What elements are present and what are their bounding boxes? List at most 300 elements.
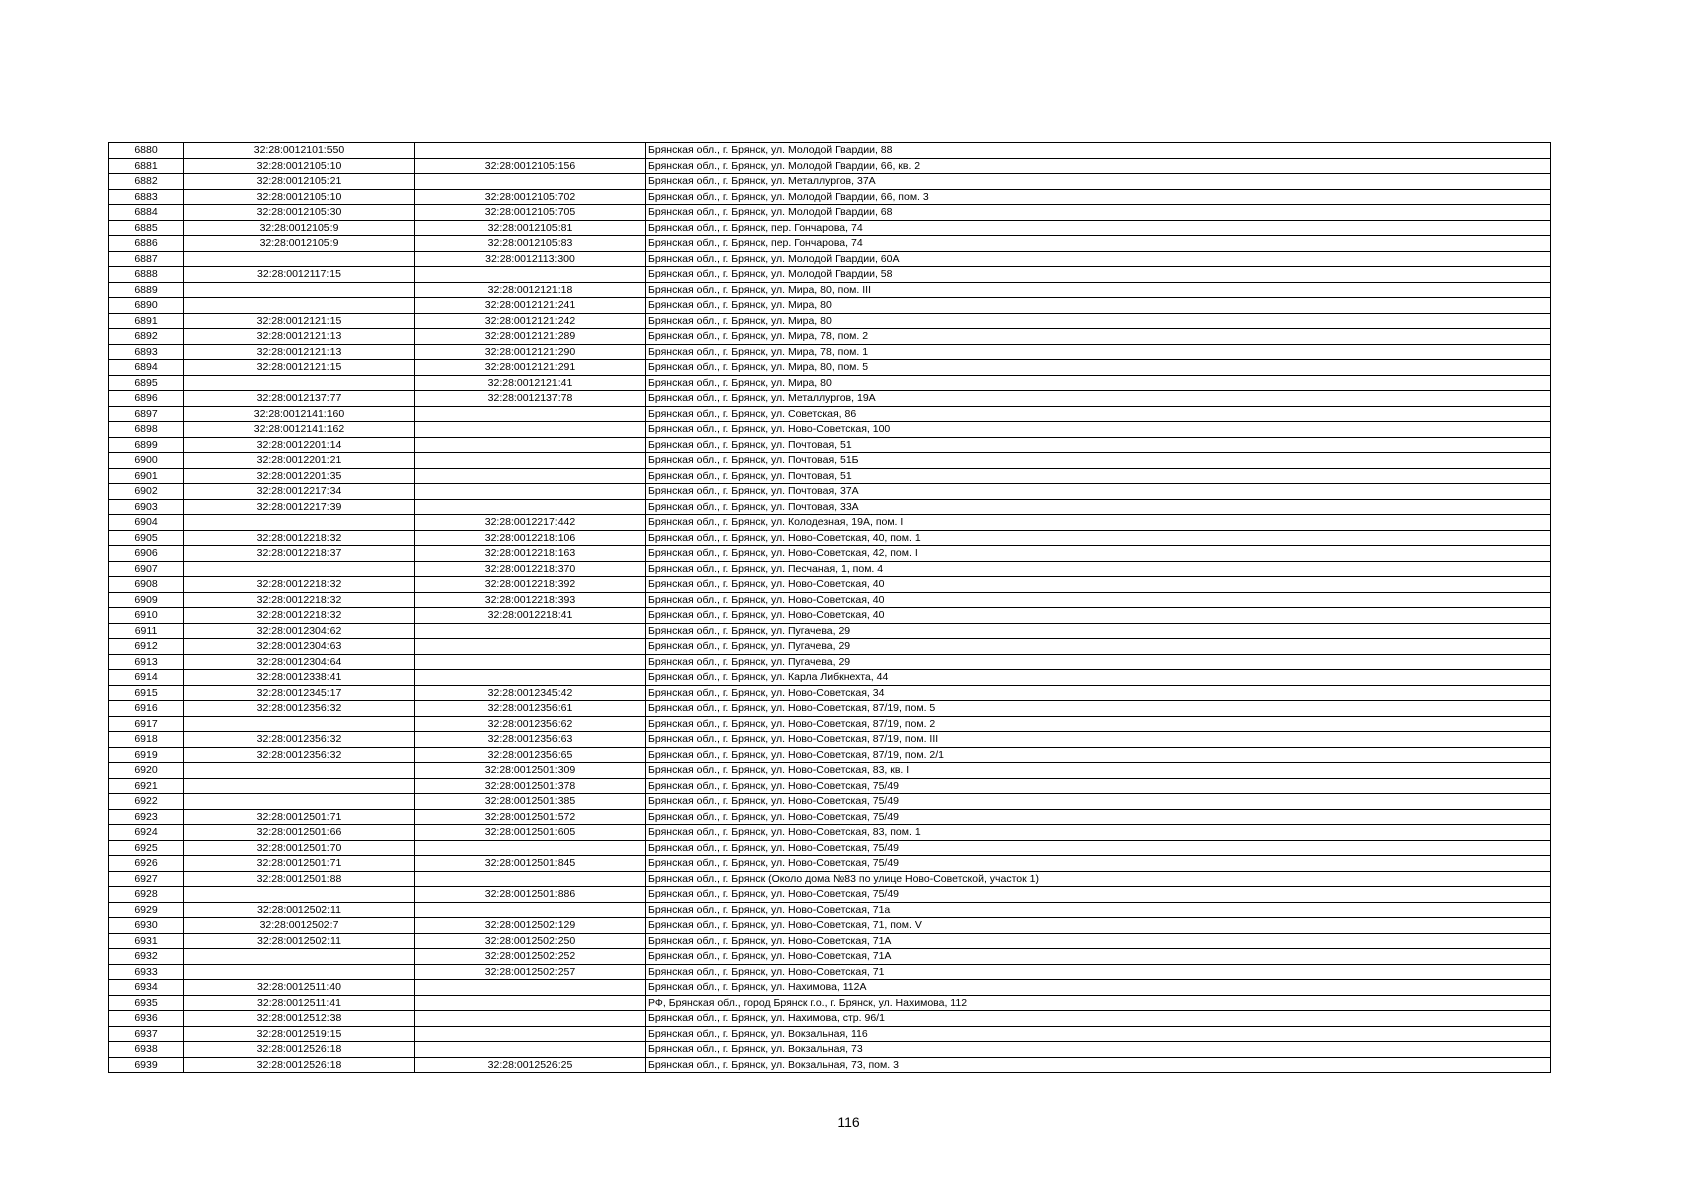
row-number-cell: 6929 bbox=[109, 902, 184, 918]
table-row bbox=[109, 530, 1551, 546]
building-cadastral-number-cell bbox=[415, 995, 646, 1011]
building-cadastral-number-cell: 32:28:0012501:845 bbox=[415, 856, 646, 872]
address-cell: Брянская обл., г. Брянск, ул. Ново-Советская, 100 bbox=[646, 422, 1551, 438]
row-number-cell: 6904 bbox=[109, 515, 184, 531]
building-cadastral-number-cell bbox=[415, 484, 646, 500]
table-row bbox=[109, 546, 1551, 562]
building-cadastral-number-cell bbox=[415, 453, 646, 469]
land-cadastral-number-cell: 32:28:0012105:9 bbox=[184, 236, 415, 252]
address-cell: Брянская обл., г. Брянск, ул. Почтовая, 37А bbox=[646, 484, 1551, 500]
building-cadastral-number-cell: 32:28:0012501:309 bbox=[415, 763, 646, 779]
row-number-cell: 6934 bbox=[109, 980, 184, 996]
address-cell: Брянская обл., г. Брянск, ул. Ново-Советская, 87/19, пом. 5 bbox=[646, 701, 1551, 717]
address-cell: Брянская обл., г. Брянск, ул. Ново-Советская, 71 bbox=[646, 964, 1551, 980]
row-number-cell: 6921 bbox=[109, 778, 184, 794]
land-cadastral-number-cell: 32:28:0012105:10 bbox=[184, 189, 415, 205]
table-row bbox=[109, 484, 1551, 500]
building-cadastral-number-cell: 32:28:0012501:605 bbox=[415, 825, 646, 841]
land-cadastral-number-cell: 32:28:0012121:13 bbox=[184, 344, 415, 360]
row-number-cell: 6939 bbox=[109, 1057, 184, 1073]
row-number-cell: 6901 bbox=[109, 468, 184, 484]
address-cell: Брянская обл., г. Брянск, ул. Молодой Гвардии, 68 bbox=[646, 205, 1551, 221]
land-cadastral-number-cell bbox=[184, 964, 415, 980]
land-cadastral-number-cell: 32:28:0012105:21 bbox=[184, 174, 415, 190]
address-cell: Брянская обл., г. Брянск, ул. Вокзальная, 73 bbox=[646, 1042, 1551, 1058]
address-cell: Брянская обл., г. Брянск, ул. Ново-Советская, 71, пом. V bbox=[646, 918, 1551, 934]
table-row bbox=[109, 592, 1551, 608]
land-cadastral-number-cell: 32:28:0012218:37 bbox=[184, 546, 415, 562]
building-cadastral-number-cell: 32:28:0012218:163 bbox=[415, 546, 646, 562]
address-cell: Брянская обл., г. Брянск, ул. Почтовая, 51 bbox=[646, 437, 1551, 453]
building-cadastral-number-cell bbox=[415, 871, 646, 887]
building-cadastral-number-cell: 32:28:0012218:106 bbox=[415, 530, 646, 546]
address-cell: Брянская обл., г. Брянск, ул. Ново-Советская, 87/19, пом. 2/1 bbox=[646, 747, 1551, 763]
row-number-cell: 6928 bbox=[109, 887, 184, 903]
row-number-cell: 6883 bbox=[109, 189, 184, 205]
row-number-cell: 6910 bbox=[109, 608, 184, 624]
row-number-cell: 6884 bbox=[109, 205, 184, 221]
land-cadastral-number-cell: 32:28:0012338:41 bbox=[184, 670, 415, 686]
land-cadastral-number-cell: 32:28:0012141:160 bbox=[184, 406, 415, 422]
row-number-cell: 6908 bbox=[109, 577, 184, 593]
land-cadastral-number-cell: 32:28:0012501:66 bbox=[184, 825, 415, 841]
address-cell: Брянская обл., г. Брянск, ул. Мира, 78, пом. 2 bbox=[646, 329, 1551, 345]
building-cadastral-number-cell bbox=[415, 1011, 646, 1027]
building-cadastral-number-cell: 32:28:0012356:62 bbox=[415, 716, 646, 732]
row-number-cell: 6930 bbox=[109, 918, 184, 934]
row-number-cell: 6924 bbox=[109, 825, 184, 841]
land-cadastral-number-cell: 32:28:0012304:63 bbox=[184, 639, 415, 655]
table-row bbox=[109, 933, 1551, 949]
land-cadastral-number-cell bbox=[184, 794, 415, 810]
row-number-cell: 6914 bbox=[109, 670, 184, 686]
building-cadastral-number-cell: 32:28:0012121:242 bbox=[415, 313, 646, 329]
land-cadastral-number-cell bbox=[184, 561, 415, 577]
table-row bbox=[109, 623, 1551, 639]
row-number-cell: 6892 bbox=[109, 329, 184, 345]
land-cadastral-number-cell: 32:28:0012526:18 bbox=[184, 1057, 415, 1073]
address-cell: Брянская обл., г. Брянск (Около дома №83 по улице Ново-Советской, участок 1) bbox=[646, 871, 1551, 887]
table-row bbox=[109, 468, 1551, 484]
address-cell: Брянская обл., г. Брянск, ул. Мира, 78, пом. 1 bbox=[646, 344, 1551, 360]
land-cadastral-number-cell: 32:28:0012502:7 bbox=[184, 918, 415, 934]
building-cadastral-number-cell: 32:28:0012121:289 bbox=[415, 329, 646, 345]
row-number-cell: 6906 bbox=[109, 546, 184, 562]
land-cadastral-number-cell: 32:28:0012501:70 bbox=[184, 840, 415, 856]
address-cell: Брянская обл., г. Брянск, ул. Вокзальная, 116 bbox=[646, 1026, 1551, 1042]
row-number-cell: 6919 bbox=[109, 747, 184, 763]
row-number-cell: 6923 bbox=[109, 809, 184, 825]
land-cadastral-number-cell: 32:28:0012304:62 bbox=[184, 623, 415, 639]
address-cell: Брянская обл., г. Брянск, ул. Ново-Советская, 42, пом. I bbox=[646, 546, 1551, 562]
table-row bbox=[109, 158, 1551, 174]
address-cell: РФ, Брянская обл., город Брянск г.о., г. Брянск, ул. Нахимова, 112 bbox=[646, 995, 1551, 1011]
row-number-cell: 6902 bbox=[109, 484, 184, 500]
land-cadastral-number-cell: 32:28:0012501:71 bbox=[184, 856, 415, 872]
address-cell: Брянская обл., г. Брянск, ул. Пугачева, 29 bbox=[646, 623, 1551, 639]
table-row bbox=[109, 871, 1551, 887]
row-number-cell: 6905 bbox=[109, 530, 184, 546]
land-cadastral-number-cell: 32:28:0012502:11 bbox=[184, 933, 415, 949]
building-cadastral-number-cell: 32:28:0012218:392 bbox=[415, 577, 646, 593]
building-cadastral-number-cell bbox=[415, 1042, 646, 1058]
row-number-cell: 6918 bbox=[109, 732, 184, 748]
land-cadastral-number-cell: 32:28:0012201:35 bbox=[184, 468, 415, 484]
land-cadastral-number-cell: 32:28:0012201:14 bbox=[184, 437, 415, 453]
address-cell: Брянская обл., г. Брянск, ул. Ново-Советская, 40 bbox=[646, 608, 1551, 624]
address-cell: Брянская обл., г. Брянск, ул. Мира, 80 bbox=[646, 375, 1551, 391]
land-cadastral-number-cell: 32:28:0012201:21 bbox=[184, 453, 415, 469]
building-cadastral-number-cell: 32:28:0012356:63 bbox=[415, 732, 646, 748]
building-cadastral-number-cell: 32:28:0012121:41 bbox=[415, 375, 646, 391]
address-cell: Брянская обл., г. Брянск, ул. Песчаная, 1, пом. 4 bbox=[646, 561, 1551, 577]
table-row bbox=[109, 887, 1551, 903]
land-cadastral-number-cell: 32:28:0012345:17 bbox=[184, 685, 415, 701]
table-row bbox=[109, 825, 1551, 841]
address-cell: Брянская обл., г. Брянск, пер. Гончарова, 74 bbox=[646, 220, 1551, 236]
building-cadastral-number-cell bbox=[415, 143, 646, 159]
table-row bbox=[109, 577, 1551, 593]
building-cadastral-number-cell: 32:28:0012502:129 bbox=[415, 918, 646, 934]
land-cadastral-number-cell: 32:28:0012218:32 bbox=[184, 530, 415, 546]
row-number-cell: 6889 bbox=[109, 282, 184, 298]
row-number-cell: 6907 bbox=[109, 561, 184, 577]
building-cadastral-number-cell: 32:28:0012121:290 bbox=[415, 344, 646, 360]
building-cadastral-number-cell: 32:28:0012356:65 bbox=[415, 747, 646, 763]
building-cadastral-number-cell bbox=[415, 840, 646, 856]
row-number-cell: 6893 bbox=[109, 344, 184, 360]
building-cadastral-number-cell: 32:28:0012121:18 bbox=[415, 282, 646, 298]
table-row bbox=[109, 499, 1551, 515]
table-row bbox=[109, 236, 1551, 252]
land-cadastral-number-cell: 32:28:0012218:32 bbox=[184, 592, 415, 608]
row-number-cell: 6882 bbox=[109, 174, 184, 190]
land-cadastral-number-cell: 32:28:0012356:32 bbox=[184, 701, 415, 717]
registry-table bbox=[108, 142, 1551, 1073]
page-number: 116 bbox=[837, 1114, 860, 1130]
building-cadastral-number-cell: 32:28:0012105:705 bbox=[415, 205, 646, 221]
building-cadastral-number-cell: 32:28:0012345:42 bbox=[415, 685, 646, 701]
building-cadastral-number-cell: 32:28:0012105:83 bbox=[415, 236, 646, 252]
land-cadastral-number-cell: 32:28:0012117:15 bbox=[184, 267, 415, 283]
address-cell: Брянская обл., г. Брянск, ул. Ново-Советская, 83, кв. I bbox=[646, 763, 1551, 779]
table-row bbox=[109, 437, 1551, 453]
row-number-cell: 6888 bbox=[109, 267, 184, 283]
land-cadastral-number-cell: 32:28:0012105:10 bbox=[184, 158, 415, 174]
address-cell: Брянская обл., г. Брянск, ул. Нахимова, 112А bbox=[646, 980, 1551, 996]
land-cadastral-number-cell bbox=[184, 298, 415, 314]
land-cadastral-number-cell bbox=[184, 375, 415, 391]
table-row bbox=[109, 654, 1551, 670]
row-number-cell: 6920 bbox=[109, 763, 184, 779]
row-number-cell: 6932 bbox=[109, 949, 184, 965]
table-row bbox=[109, 391, 1551, 407]
building-cadastral-number-cell bbox=[415, 639, 646, 655]
building-cadastral-number-cell: 32:28:0012502:250 bbox=[415, 933, 646, 949]
table-row bbox=[109, 856, 1551, 872]
row-number-cell: 6885 bbox=[109, 220, 184, 236]
table-row bbox=[109, 561, 1551, 577]
address-cell: Брянская обл., г. Брянск, ул. Ново-Советская, 40 bbox=[646, 577, 1551, 593]
address-cell: Брянская обл., г. Брянск, ул. Мира, 80, пом. III bbox=[646, 282, 1551, 298]
land-cadastral-number-cell: 32:28:0012105:9 bbox=[184, 220, 415, 236]
table-row bbox=[109, 453, 1551, 469]
land-cadastral-number-cell bbox=[184, 778, 415, 794]
land-cadastral-number-cell: 32:28:0012502:11 bbox=[184, 902, 415, 918]
address-cell: Брянская обл., г. Брянск, ул. Ново-Советская, 75/49 bbox=[646, 794, 1551, 810]
land-cadastral-number-cell: 32:28:0012511:40 bbox=[184, 980, 415, 996]
address-cell: Брянская обл., г. Брянск, ул. Ново-Советская, 40, пом. 1 bbox=[646, 530, 1551, 546]
row-number-cell: 6895 bbox=[109, 375, 184, 391]
row-number-cell: 6916 bbox=[109, 701, 184, 717]
building-cadastral-number-cell bbox=[415, 499, 646, 515]
land-cadastral-number-cell: 32:28:0012218:32 bbox=[184, 577, 415, 593]
table-row bbox=[109, 298, 1551, 314]
row-number-cell: 6899 bbox=[109, 437, 184, 453]
row-number-cell: 6913 bbox=[109, 654, 184, 670]
building-cadastral-number-cell: 32:28:0012105:156 bbox=[415, 158, 646, 174]
building-cadastral-number-cell: 32:28:0012501:572 bbox=[415, 809, 646, 825]
land-cadastral-number-cell bbox=[184, 282, 415, 298]
building-cadastral-number-cell: 32:28:0012218:370 bbox=[415, 561, 646, 577]
address-cell: Брянская обл., г. Брянск, ул. Ново-Советская, 83, пом. 1 bbox=[646, 825, 1551, 841]
row-number-cell: 6917 bbox=[109, 716, 184, 732]
address-cell: Брянская обл., г. Брянск, пер. Гончарова, 74 bbox=[646, 236, 1551, 252]
building-cadastral-number-cell bbox=[415, 902, 646, 918]
row-number-cell: 6881 bbox=[109, 158, 184, 174]
building-cadastral-number-cell: 32:28:0012121:291 bbox=[415, 360, 646, 376]
table-row bbox=[109, 515, 1551, 531]
registry-table-body bbox=[109, 143, 1551, 1073]
building-cadastral-number-cell: 32:28:0012218:41 bbox=[415, 608, 646, 624]
address-cell: Брянская обл., г. Брянск, ул. Ново-Советская, 71А bbox=[646, 949, 1551, 965]
land-cadastral-number-cell: 32:28:0012511:41 bbox=[184, 995, 415, 1011]
row-number-cell: 6912 bbox=[109, 639, 184, 655]
row-number-cell: 6890 bbox=[109, 298, 184, 314]
row-number-cell: 6900 bbox=[109, 453, 184, 469]
table-row bbox=[109, 995, 1551, 1011]
land-cadastral-number-cell bbox=[184, 763, 415, 779]
land-cadastral-number-cell: 32:28:0012218:32 bbox=[184, 608, 415, 624]
table-row bbox=[109, 251, 1551, 267]
land-cadastral-number-cell bbox=[184, 887, 415, 903]
address-cell: Брянская обл., г. Брянск, ул. Ново-Советская, 87/19, пом. III bbox=[646, 732, 1551, 748]
table-row bbox=[109, 732, 1551, 748]
building-cadastral-number-cell bbox=[415, 1026, 646, 1042]
table-row bbox=[109, 375, 1551, 391]
table-row bbox=[109, 143, 1551, 159]
building-cadastral-number-cell: 32:28:0012501:886 bbox=[415, 887, 646, 903]
address-cell: Брянская обл., г. Брянск, ул. Металлургов, 19А bbox=[646, 391, 1551, 407]
row-number-cell: 6935 bbox=[109, 995, 184, 1011]
table-row bbox=[109, 282, 1551, 298]
land-cadastral-number-cell: 32:28:0012501:88 bbox=[184, 871, 415, 887]
table-row bbox=[109, 763, 1551, 779]
table-row bbox=[109, 1057, 1551, 1073]
table-row bbox=[109, 778, 1551, 794]
table-row bbox=[109, 360, 1551, 376]
row-number-cell: 6911 bbox=[109, 623, 184, 639]
row-number-cell: 6927 bbox=[109, 871, 184, 887]
address-cell: Брянская обл., г. Брянск, ул. Пугачева, 29 bbox=[646, 639, 1551, 655]
table-row bbox=[109, 189, 1551, 205]
land-cadastral-number-cell: 32:28:0012217:39 bbox=[184, 499, 415, 515]
address-cell: Брянская обл., г. Брянск, ул. Почтовая, 51 bbox=[646, 468, 1551, 484]
table-row bbox=[109, 1011, 1551, 1027]
building-cadastral-number-cell bbox=[415, 406, 646, 422]
land-cadastral-number-cell: 32:28:0012101:550 bbox=[184, 143, 415, 159]
building-cadastral-number-cell: 32:28:0012137:78 bbox=[415, 391, 646, 407]
land-cadastral-number-cell: 32:28:0012501:71 bbox=[184, 809, 415, 825]
table-row bbox=[109, 174, 1551, 190]
land-cadastral-number-cell bbox=[184, 716, 415, 732]
address-cell: Брянская обл., г. Брянск, ул. Ново-Советская, 75/49 bbox=[646, 840, 1551, 856]
building-cadastral-number-cell: 32:28:0012105:702 bbox=[415, 189, 646, 205]
row-number-cell: 6933 bbox=[109, 964, 184, 980]
address-cell: Брянская обл., г. Брянск, ул. Молодой Гвардии, 66, кв. 2 bbox=[646, 158, 1551, 174]
building-cadastral-number-cell bbox=[415, 980, 646, 996]
address-cell: Брянская обл., г. Брянск, ул. Молодой Гвардии, 60А bbox=[646, 251, 1551, 267]
table-row bbox=[109, 267, 1551, 283]
table-row bbox=[109, 639, 1551, 655]
building-cadastral-number-cell: 32:28:0012501:385 bbox=[415, 794, 646, 810]
address-cell: Брянская обл., г. Брянск, ул. Ново-Советская, 75/49 bbox=[646, 887, 1551, 903]
land-cadastral-number-cell: 32:28:0012519:15 bbox=[184, 1026, 415, 1042]
building-cadastral-number-cell: 32:28:0012502:252 bbox=[415, 949, 646, 965]
table-row bbox=[109, 406, 1551, 422]
building-cadastral-number-cell bbox=[415, 670, 646, 686]
table-row bbox=[109, 701, 1551, 717]
land-cadastral-number-cell: 32:28:0012137:77 bbox=[184, 391, 415, 407]
address-cell: Брянская обл., г. Брянск, ул. Металлургов, 37А bbox=[646, 174, 1551, 190]
address-cell: Брянская обл., г. Брянск, ул. Мира, 80 bbox=[646, 313, 1551, 329]
building-cadastral-number-cell bbox=[415, 422, 646, 438]
table-row bbox=[109, 685, 1551, 701]
building-cadastral-number-cell bbox=[415, 654, 646, 670]
address-cell: Брянская обл., г. Брянск, ул. Молодой Гвардии, 66, пом. 3 bbox=[646, 189, 1551, 205]
table-row bbox=[109, 422, 1551, 438]
building-cadastral-number-cell: 32:28:0012356:61 bbox=[415, 701, 646, 717]
address-cell: Брянская обл., г. Брянск, ул. Ново-Советская, 75/49 bbox=[646, 856, 1551, 872]
row-number-cell: 6931 bbox=[109, 933, 184, 949]
table-row bbox=[109, 949, 1551, 965]
address-cell: Брянская обл., г. Брянск, ул. Мира, 80, пом. 5 bbox=[646, 360, 1551, 376]
land-cadastral-number-cell: 32:28:0012105:30 bbox=[184, 205, 415, 221]
table-row bbox=[109, 902, 1551, 918]
land-cadastral-number-cell: 32:28:0012141:162 bbox=[184, 422, 415, 438]
address-cell: Брянская обл., г. Брянск, ул. Мира, 80 bbox=[646, 298, 1551, 314]
building-cadastral-number-cell bbox=[415, 468, 646, 484]
address-cell: Брянская обл., г. Брянск, ул. Карла Либкнехта, 44 bbox=[646, 670, 1551, 686]
row-number-cell: 6909 bbox=[109, 592, 184, 608]
land-cadastral-number-cell: 32:28:0012356:32 bbox=[184, 732, 415, 748]
table-row bbox=[109, 964, 1551, 980]
building-cadastral-number-cell bbox=[415, 437, 646, 453]
table-row bbox=[109, 918, 1551, 934]
row-number-cell: 6938 bbox=[109, 1042, 184, 1058]
row-number-cell: 6936 bbox=[109, 1011, 184, 1027]
building-cadastral-number-cell: 32:28:0012121:241 bbox=[415, 298, 646, 314]
row-number-cell: 6922 bbox=[109, 794, 184, 810]
table-row bbox=[109, 329, 1551, 345]
address-cell: Брянская обл., г. Брянск, ул. Молодой Гвардии, 58 bbox=[646, 267, 1551, 283]
table-row bbox=[109, 608, 1551, 624]
row-number-cell: 6887 bbox=[109, 251, 184, 267]
building-cadastral-number-cell bbox=[415, 623, 646, 639]
land-cadastral-number-cell: 32:28:0012121:15 bbox=[184, 313, 415, 329]
land-cadastral-number-cell bbox=[184, 251, 415, 267]
table-row bbox=[109, 313, 1551, 329]
address-cell: Брянская обл., г. Брянск, ул. Нахимова, стр. 96/1 bbox=[646, 1011, 1551, 1027]
address-cell: Брянская обл., г. Брянск, ул. Ново-Советская, 75/49 bbox=[646, 778, 1551, 794]
address-cell: Брянская обл., г. Брянск, ул. Пугачева, 29 bbox=[646, 654, 1551, 670]
building-cadastral-number-cell: 32:28:0012502:257 bbox=[415, 964, 646, 980]
land-cadastral-number-cell: 32:28:0012304:64 bbox=[184, 654, 415, 670]
address-cell: Брянская обл., г. Брянск, ул. Ново-Советская, 71а bbox=[646, 902, 1551, 918]
table-row bbox=[109, 670, 1551, 686]
address-cell: Брянская обл., г. Брянск, ул. Молодой Гвардии, 88 bbox=[646, 143, 1551, 159]
row-number-cell: 6925 bbox=[109, 840, 184, 856]
address-cell: Брянская обл., г. Брянск, ул. Ново-Советская, 87/19, пом. 2 bbox=[646, 716, 1551, 732]
table-row bbox=[109, 344, 1551, 360]
table-row bbox=[109, 1026, 1551, 1042]
row-number-cell: 6915 bbox=[109, 685, 184, 701]
table-row bbox=[109, 205, 1551, 221]
address-cell: Брянская обл., г. Брянск, ул. Почтовая, 51Б bbox=[646, 453, 1551, 469]
building-cadastral-number-cell bbox=[415, 267, 646, 283]
row-number-cell: 6903 bbox=[109, 499, 184, 515]
building-cadastral-number-cell: 32:28:0012526:25 bbox=[415, 1057, 646, 1073]
row-number-cell: 6937 bbox=[109, 1026, 184, 1042]
building-cadastral-number-cell: 32:28:0012217:442 bbox=[415, 515, 646, 531]
address-cell: Брянская обл., г. Брянск, ул. Ново-Советская, 75/49 bbox=[646, 809, 1551, 825]
land-cadastral-number-cell: 32:28:0012121:13 bbox=[184, 329, 415, 345]
address-cell: Брянская обл., г. Брянск, ул. Ново-Советская, 34 bbox=[646, 685, 1551, 701]
land-cadastral-number-cell: 32:28:0012512:38 bbox=[184, 1011, 415, 1027]
row-number-cell: 6896 bbox=[109, 391, 184, 407]
address-cell: Брянская обл., г. Брянск, ул. Почтовая, 33А bbox=[646, 499, 1551, 515]
building-cadastral-number-cell bbox=[415, 174, 646, 190]
table-row bbox=[109, 809, 1551, 825]
row-number-cell: 6926 bbox=[109, 856, 184, 872]
table-row bbox=[109, 716, 1551, 732]
land-cadastral-number-cell bbox=[184, 949, 415, 965]
land-cadastral-number-cell: 32:28:0012217:34 bbox=[184, 484, 415, 500]
land-cadastral-number-cell: 32:28:0012356:32 bbox=[184, 747, 415, 763]
table-row bbox=[109, 220, 1551, 236]
table-row bbox=[109, 980, 1551, 996]
address-cell: Брянская обл., г. Брянск, ул. Советская, 86 bbox=[646, 406, 1551, 422]
table-row bbox=[109, 1042, 1551, 1058]
row-number-cell: 6898 bbox=[109, 422, 184, 438]
row-number-cell: 6891 bbox=[109, 313, 184, 329]
address-cell: Брянская обл., г. Брянск, ул. Колодезная, 19А, пом. I bbox=[646, 515, 1551, 531]
address-cell: Брянская обл., г. Брянск, ул. Ново-Советская, 40 bbox=[646, 592, 1551, 608]
building-cadastral-number-cell: 32:28:0012113:300 bbox=[415, 251, 646, 267]
land-cadastral-number-cell: 32:28:0012121:15 bbox=[184, 360, 415, 376]
table-row bbox=[109, 794, 1551, 810]
row-number-cell: 6897 bbox=[109, 406, 184, 422]
land-cadastral-number-cell bbox=[184, 515, 415, 531]
table-row bbox=[109, 840, 1551, 856]
land-cadastral-number-cell: 32:28:0012526:18 bbox=[184, 1042, 415, 1058]
building-cadastral-number-cell: 32:28:0012218:393 bbox=[415, 592, 646, 608]
table-row bbox=[109, 747, 1551, 763]
address-cell: Брянская обл., г. Брянск, ул. Ново-Советская, 71А bbox=[646, 933, 1551, 949]
building-cadastral-number-cell: 32:28:0012105:81 bbox=[415, 220, 646, 236]
row-number-cell: 6880 bbox=[109, 143, 184, 159]
building-cadastral-number-cell: 32:28:0012501:378 bbox=[415, 778, 646, 794]
